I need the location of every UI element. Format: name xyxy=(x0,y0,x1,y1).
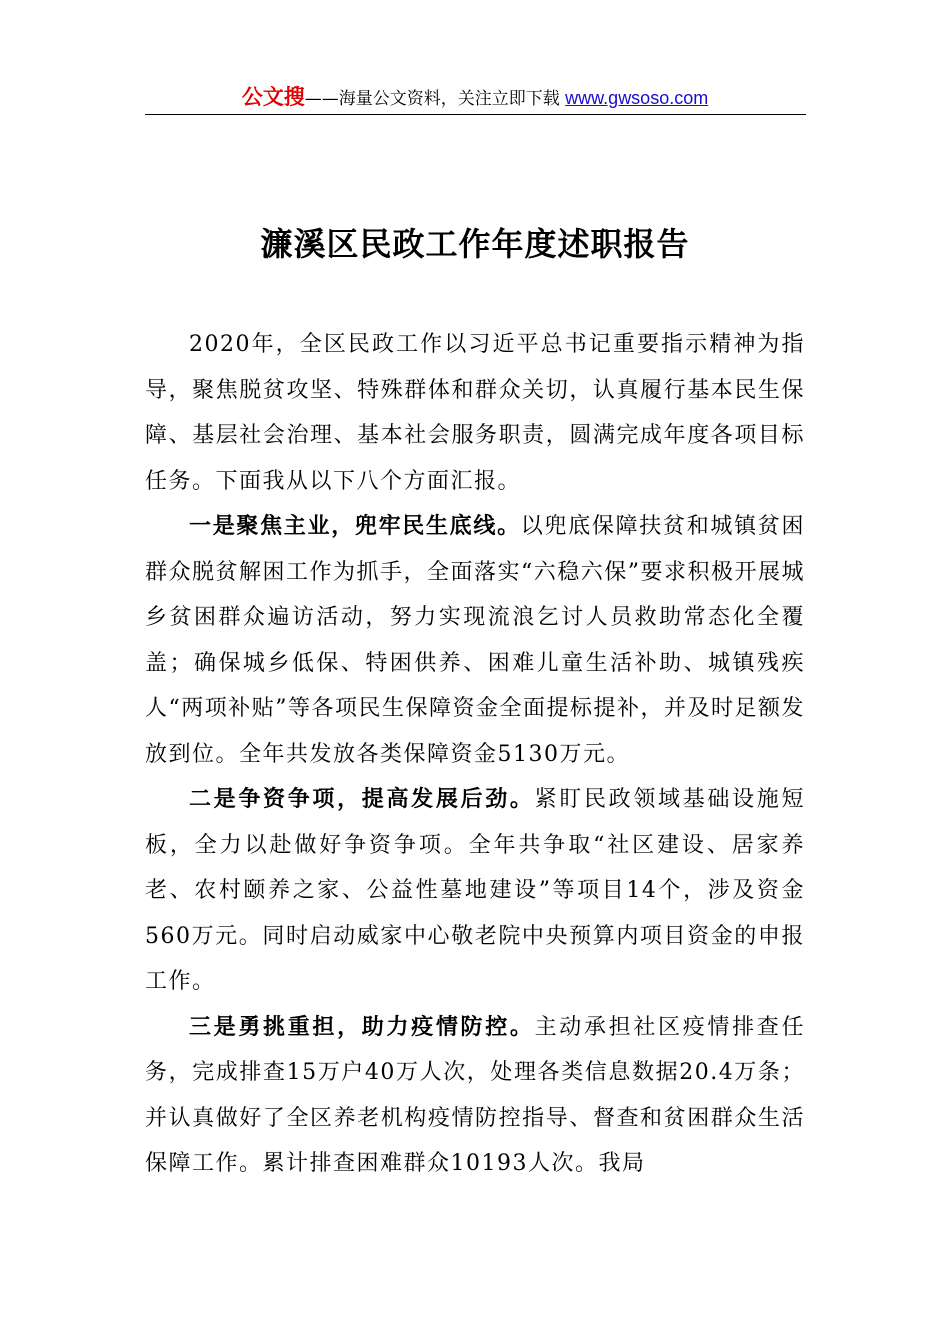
paragraph-item-3 xyxy=(145,1005,805,1187)
paragraph-text: 主动承担社区疫情排查任务，完成排查15万户40万人次，处理各类信息数据20.4万条；并认真做好了全区养老机构疫情防控指导、督查和贫困群众生活保障工作。累计排查困难群众10193人次。我局 xyxy=(145,1014,805,1176)
header-divider xyxy=(145,114,806,115)
paragraph-text: 2020年，全区民政工作以习近平总书记重要指示精神为指导，聚焦脱贫攻坚、特殊群体和群众关切，认真履行基本民生保障、基层社会治理、基本社会服务职责，圆满完成年度各项目标任务。下面我从以下八个方面汇报。 xyxy=(145,332,805,494)
site-link[interactable]: www.gwsoso.com xyxy=(565,88,709,108)
paragraph-intro xyxy=(145,322,805,504)
document-title: 濂溪区民政工作年度述职报告 xyxy=(260,225,690,263)
brand-name: 公文搜 xyxy=(241,85,305,109)
page-header xyxy=(145,82,805,112)
document-body xyxy=(145,322,805,1187)
paragraph-lead: 三是勇挑重担，助力疫情防控。 xyxy=(189,1013,535,1040)
paragraph-text: 紧盯民政领域基础设施短板，全力以赴做好争资争项。全年共争取“社区建设、居家养老、农村颐养之家、公益性墓地建设”等项目14个，涉及资金560万元。同时启动威家中心敬老院中央预算内项目资金的申报工作。 xyxy=(145,787,805,994)
paragraph-item-2 xyxy=(145,777,805,1005)
paragraph-lead: 二是争资争项，提高发展后劲。 xyxy=(189,786,535,812)
paragraph-item-1 xyxy=(145,504,805,777)
paragraph-text: 以兜底保障扶贫和城镇贫困群众脱贫解困工作为抓手，全面落实“六稳六保”要求积极开展城乡贫困群众遍访活动，努力实现流浪乞讨人员救助常态化全覆盖；确保城乡低保、特困供养、困难儿童生活补助、城镇残疾人“两项补贴”等各项民生保障资金全面提标提补，并及时足额发放到位。全年共发放各类保障资金5130万元。 xyxy=(145,514,805,767)
paragraph-lead: 一是聚焦主业，兜牢民生底线。 xyxy=(189,513,521,539)
header-tagline: ——海量公文资料，关注立即下载 xyxy=(304,89,566,109)
